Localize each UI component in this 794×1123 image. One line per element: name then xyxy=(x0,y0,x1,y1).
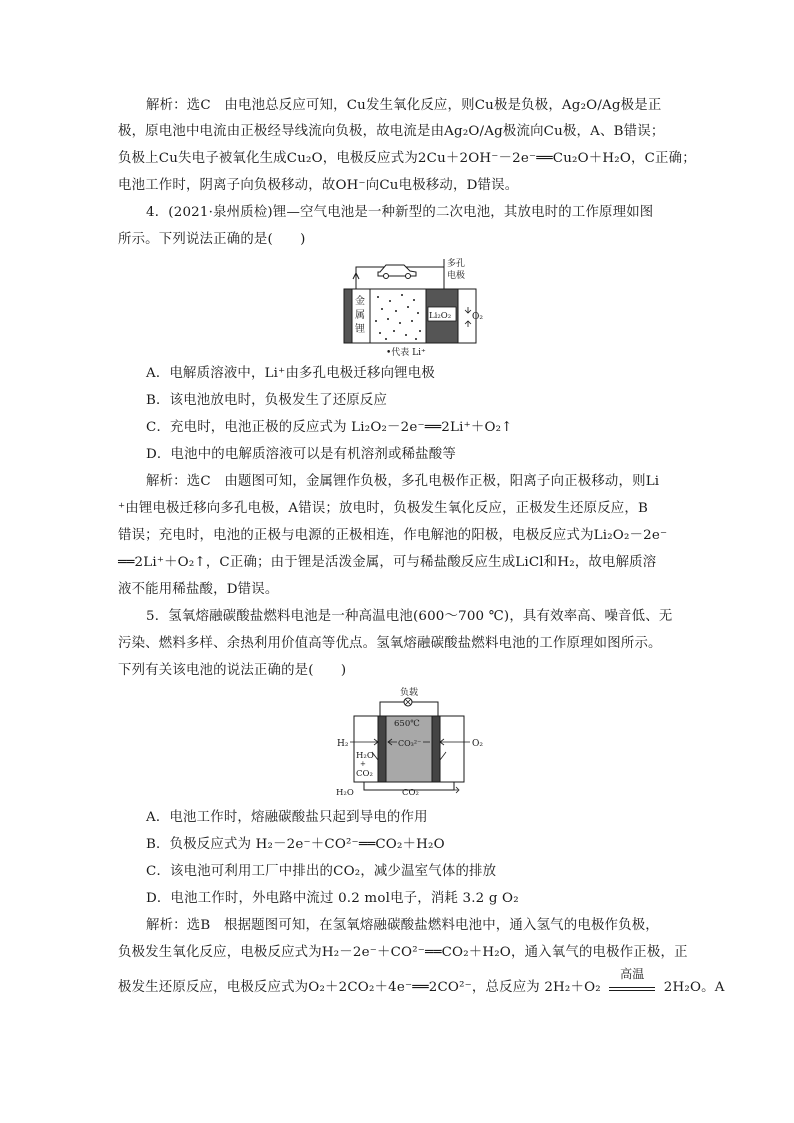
question-4-option-c: C．充电时，电池正极的反应式为 Li₂O₂－2e⁻══2Li⁺＋O₂↑ xyxy=(146,420,513,435)
porous-label-2: 电极 xyxy=(447,271,466,281)
reaction-condition-label: 高温 xyxy=(620,967,645,981)
question-5-option-a: A．电池工作时，熔融碳酸盐只起到导电的作用 xyxy=(146,810,428,825)
question-5-option-b: B．负极反应式为 H₂－2e⁻＋CO²⁻══CO₂＋H₂O xyxy=(146,837,445,852)
analysis-4-line-5: 液不能用稀盐酸，D错误。 xyxy=(118,582,279,597)
co2-left-label: CO₂ xyxy=(356,769,373,779)
h2o-bottom-label: H₂O xyxy=(336,788,354,798)
question-4-option-b: B．该电池放电时，负极发生了还原反应 xyxy=(146,393,388,408)
question-4-option-a: A．电解质溶液中，Li⁺由多孔电极迁移向锂电极 xyxy=(146,366,435,381)
co2-bottom-label: CO₂ xyxy=(402,788,419,798)
question-4-line-2: 所示。下列说法正确的是( ) xyxy=(118,232,306,247)
o2-label: O₂ xyxy=(472,312,483,322)
analysis-5-line-1: 解析：选B 根据题图可知，在氢氧熔融碳酸盐燃料电池中，通入氢气的电极作负极， xyxy=(146,918,659,933)
metal-label-1: 金 xyxy=(355,296,365,307)
li2o2-label: Li₂O₂ xyxy=(429,311,452,321)
metal-label-3: 锂 xyxy=(355,324,365,335)
analysis-4-line-3: 错误；充电时，电池的正极与电源的正极相连，作电解池的阳极，电极反应式为Li₂O₂－2e⁻ xyxy=(118,528,668,543)
carbonate-label: CO₃²⁻ xyxy=(398,739,422,748)
question-5-line-3: 下列有关该电池的说法正确的是( ) xyxy=(118,663,347,678)
h2-label: H₂ xyxy=(337,739,349,749)
analysis-4-line-1: 解析：选C 由题图可知，金属锂作负极，多孔电极作正极，阳离子向正极移动，则Li xyxy=(146,474,660,489)
h2o-top-label: H₂O xyxy=(356,751,374,761)
analysis-4-line-4: ══2Li⁺＋O₂↑，C正确；由于锂是活泼金属，可与稀盐酸反应生成LiCl和H₂，故电解质溶 xyxy=(118,555,657,570)
metal-label-2: 属 xyxy=(355,310,365,321)
question-5-option-d: D．电池工作时，外电路中流过 0.2 mol电子，消耗 3.2 g O₂ xyxy=(146,891,519,906)
o2-label-5: O₂ xyxy=(472,739,483,749)
reaction-condition xyxy=(609,967,655,998)
question-5-line-2: 污染、燃料多样、余热利用价值高等优点。氢氧熔融碳酸盐燃料电池的工作原理如图所示。 xyxy=(118,636,662,651)
temperature-label: 650℃ xyxy=(394,719,420,729)
porous-label-1: 多孔 xyxy=(447,259,466,269)
question-5-option-c: C．该电池可利用工厂中排出的CO₂，减少温室气体的排放 xyxy=(146,864,497,879)
analysis-5-line-3 xyxy=(118,967,725,998)
analysis-5-line-3-part-a: 极发生还原反应，电极反应式为O₂＋2CO₂＋4e⁻══2CO²⁻，总反应为 2H₂＋O₂ xyxy=(118,980,601,995)
analysis-3-line-2: 极，原电池中电流由正极经导线流向负极，故电流是由Ag₂O/Ag极流向Cu极，A、B错误； xyxy=(118,124,665,139)
question-4-option-d: D．电池中的电解质溶液可以是有机溶剂或稀盐酸等 xyxy=(146,447,456,462)
plus-label: + xyxy=(360,760,366,768)
figure-4-caption: •代表 Li⁺ xyxy=(386,348,426,358)
analysis-4-line-2: ⁺由锂电极迁移向多孔电极，A错误；放电时，负极发生氧化反应，正极发生还原反应，B xyxy=(118,501,649,516)
analysis-3-line-4: 电池工作时，阴离子向负极移动，故OH⁻向Cu电极移动，D错误。 xyxy=(118,178,519,193)
analysis-5-line-2: 负极发生氧化反应，电极反应式为H₂－2e⁻＋CO²⁻══CO₂＋H₂O，通入氧气的电极作正极，正 xyxy=(118,945,688,960)
fuel-cell-figure xyxy=(334,686,494,798)
question-5-line-1: 5．氢氧熔融碳酸盐燃料电池是一种高温电池(600～700 ℃)，具有效率高、噪音低、无 xyxy=(146,609,673,624)
load-label: 负载 xyxy=(400,688,419,698)
analysis-3-line-3: 负极上Cu失电子被氧化生成Cu₂O，电极反应式为2Cu＋2OH⁻－2e⁻══Cu₂O＋H₂O，C正确； xyxy=(118,151,696,166)
analysis-5-line-3-part-b: 2H₂O。A xyxy=(663,980,725,995)
lithium-air-battery-figure xyxy=(340,255,490,359)
analysis-3-line-1: 解析：选C 由电池总反应可知，Cu发生氧化反应，则Cu极是负极，Ag₂O/Ag极是正 xyxy=(146,98,662,113)
question-4-line-1: 4．(2021·泉州质检)锂—空气电池是一种新型的二次电池，其放电时的工作原理如图 xyxy=(146,205,654,220)
